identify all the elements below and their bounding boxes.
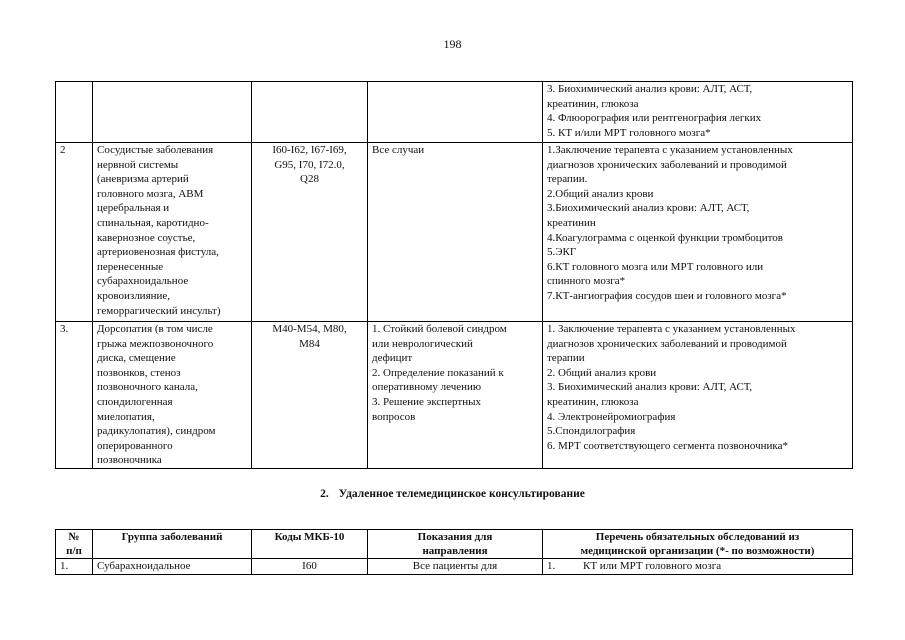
section-heading — [0, 488, 905, 500]
group-line: оперированного — [97, 439, 173, 452]
group-line: кавернозное соустье, — [97, 231, 196, 244]
exam-line: 5. КТ и/или МРТ головного мозга* — [547, 126, 711, 139]
exam-line: 6. МРТ соответствующего сегмента позвоночника* — [547, 439, 788, 452]
code-line: M84 — [299, 337, 320, 350]
group-line: Сосудистые заболевания — [97, 144, 214, 156]
exam-line: 4. Флюорография или рентгенография легких — [547, 112, 762, 125]
exams-cell — [543, 143, 853, 322]
row-number-cell — [56, 82, 93, 143]
exam-text: КТ или МРТ головного мозга — [583, 560, 722, 572]
icd-codes-cell: I60 — [252, 559, 368, 575]
row-number-cell: 2 — [56, 143, 93, 322]
exam-line: креатинин — [547, 216, 596, 229]
exam-line: 6.КТ головного мозга или МРТ головного или — [547, 260, 764, 273]
code-line: Q28 — [300, 173, 319, 186]
exam-line: 5.ЭКГ — [547, 246, 577, 259]
table-row — [56, 559, 853, 575]
table-row — [56, 322, 853, 469]
column-header-group: Группа заболеваний — [93, 530, 252, 559]
group-line: позвонков, стеноз — [97, 366, 181, 379]
exam-line: 7.КТ-ангиография сосудов шеи и головного мозга* — [547, 289, 787, 302]
column-header-codes: Коды МКБ-10 — [252, 530, 368, 559]
indication-line: дефицит — [372, 352, 413, 365]
icd-codes-cell — [252, 322, 368, 469]
exam-line: 2.Общий анализ крови — [547, 187, 654, 200]
column-header-indications: Показания для направления — [368, 530, 543, 559]
column-header-exams: Перечень обязательных обследований из медицинской организации (*- по возможности) — [543, 530, 853, 559]
exam-line: 4. Электронейромиография — [547, 410, 676, 423]
row-number-cell: 1. — [56, 559, 93, 575]
group-line: церебральная и — [97, 202, 170, 215]
table-row — [56, 82, 853, 143]
group-line: грыжа межпозвоночного — [97, 337, 214, 350]
exams-cell — [543, 559, 853, 575]
group-line: спондилогенная — [97, 395, 173, 408]
page-number: 198 — [443, 37, 462, 51]
section-title: Удаленное телемедицинское консультирование — [338, 488, 585, 500]
group-line: диска, смещение — [97, 352, 176, 365]
group-line: кровоизлияние, — [97, 289, 171, 302]
indication-line: вопросов — [372, 410, 416, 423]
indication-line: 1. Стойкий болевой синдром — [372, 323, 507, 335]
exam-line: диагнозов хронических заболеваний и проводимой — [547, 337, 787, 350]
telemedicine-table — [55, 529, 853, 575]
exam-line: 1. Заключение терапевта с указанием установленных — [547, 323, 796, 335]
indication-line: или неврологический — [372, 337, 473, 350]
disease-group-cell — [93, 82, 252, 143]
table-header-row — [56, 530, 853, 559]
icd-codes-cell — [252, 143, 368, 322]
exam-line: спинного мозга* — [547, 275, 626, 288]
code-line: I60-I62, I67-I69, — [272, 144, 347, 156]
code-line: G95, I70, I72.0, — [274, 158, 345, 171]
exam-number: 1. — [547, 560, 556, 572]
exam-line: терапии. — [547, 173, 588, 186]
group-line: головного мозга, АВМ — [97, 187, 204, 200]
exam-line: 2. Общий анализ крови — [547, 366, 657, 379]
icd-codes-cell — [252, 82, 368, 143]
indication-line: Все случаи — [372, 144, 425, 156]
group-line: миелопатия, — [97, 410, 155, 423]
group-line: спинальная, каротидно- — [97, 216, 209, 229]
group-line: перенесенные — [97, 260, 164, 273]
exam-line: 4.Коагулограмма с оценкой функции тромбоцитов — [547, 231, 783, 244]
disease-group-cell — [93, 143, 252, 322]
indication-line: 3. Решение экспертных — [372, 395, 481, 408]
group-line: субарахноидальное — [97, 275, 189, 288]
exam-line: 5.Спондилография — [547, 425, 636, 438]
code-line: M40-M54, M80, — [272, 323, 347, 335]
group-line: артериовенозная фистула, — [97, 246, 219, 259]
group-line: геморрагический инсульт) — [97, 304, 221, 317]
exams-cell — [543, 82, 853, 143]
exam-line: диагнозов хронических заболеваний и проводимой — [547, 158, 787, 171]
group-line: радикулопатия), синдром — [97, 425, 216, 438]
indications-cell — [368, 82, 543, 143]
indications-table — [55, 81, 853, 469]
indications-cell: Все пациенты для — [368, 559, 543, 575]
section-number: 2. — [320, 488, 329, 500]
indications-cell — [368, 143, 543, 322]
column-header-number: № п/п — [56, 530, 93, 559]
indication-line: оперативному лечению — [372, 381, 482, 394]
exam-line: креатинин, глюкоза — [547, 97, 639, 110]
exams-cell — [543, 322, 853, 469]
group-line: позвоночного канала, — [97, 381, 198, 394]
disease-group-cell: Субарахноидальное — [93, 559, 252, 575]
indication-line: 2. Определение показаний к — [372, 366, 504, 379]
exam-line: 3. Биохимический анализ крови: АЛТ, АСТ, — [547, 83, 753, 95]
table-row — [56, 143, 853, 322]
group-line: Дорсопатия (в том числе — [97, 323, 213, 335]
exam-line: 3. Биохимический анализ крови: АЛТ, АСТ, — [547, 381, 753, 394]
row-number-cell: 3. — [56, 322, 93, 469]
exam-line: 3.Биохимический анализ крови: АЛТ, АСТ, — [547, 202, 750, 215]
group-line: (аневризма артерий — [97, 173, 189, 186]
indications-cell — [368, 322, 543, 469]
group-line: нервной системы — [97, 158, 179, 171]
exam-line: 1.Заключение терапевта с указанием установленных — [547, 144, 793, 156]
disease-group-cell — [93, 322, 252, 469]
exam-line: креатинин, глюкоза — [547, 395, 639, 408]
group-line: позвоночника — [97, 454, 162, 467]
exam-line: терапии — [547, 352, 585, 365]
